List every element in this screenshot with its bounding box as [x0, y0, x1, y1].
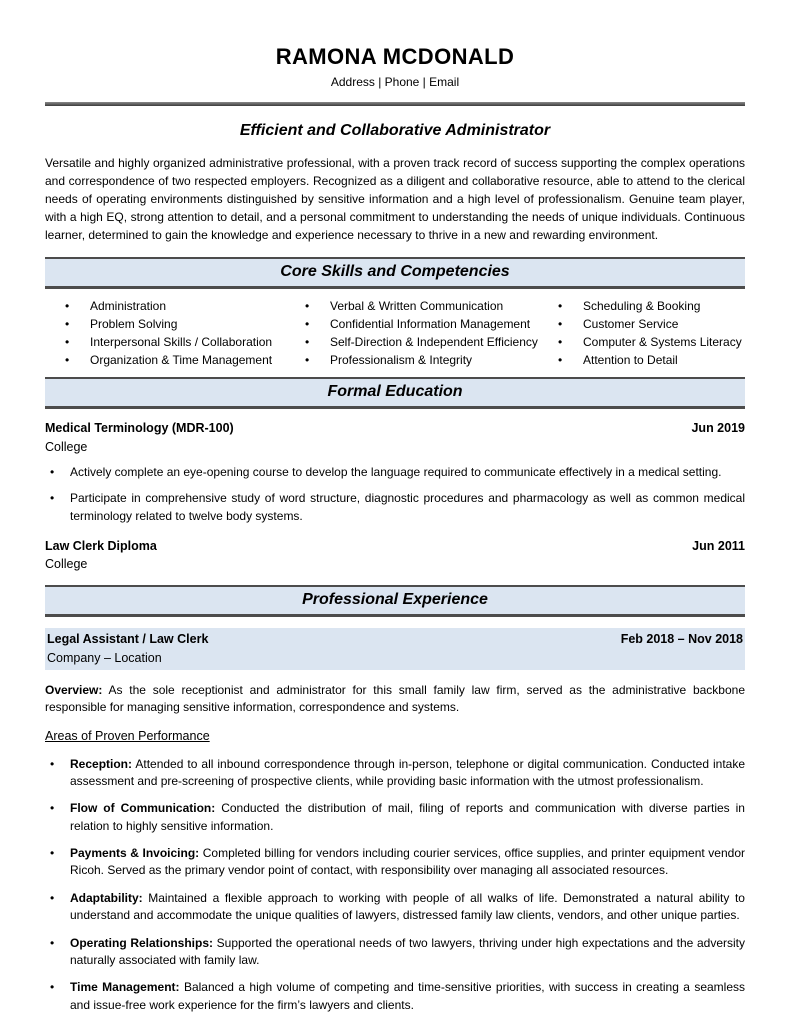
areas-subheading: Areas of Proven Performance	[45, 728, 210, 743]
section-header-experience	[45, 585, 745, 617]
bullet-text: Completed billing for vendors including courier services, office supplies, and printer equipment vendor Ricoh. Served as the primary vendor point of contact, with responsibility over managing all associated resources.	[70, 846, 745, 878]
job-title: Legal Assistant / Law Clerk	[47, 632, 209, 647]
bullet-label: Payments & Invoicing:	[70, 846, 200, 861]
headline-title: Efficient and Collaborative Administrator	[239, 122, 551, 140]
skill-item: • Confidential Information Management	[285, 315, 538, 333]
section-title-experience: Professional Experience	[302, 591, 488, 609]
bullet-label: Time Management:	[70, 980, 180, 995]
overview-text: As the sole receptionist and administrator for this small family law firm, served as the administrative backbone responsible for managing sensitive information, correspondence and systems.	[45, 682, 746, 715]
bullet-text: Balanced a high volume of competing and time-sensitive priorities, with success in creating a seamless and issue-free work experience for the firm’s lawyers and clients.	[70, 980, 746, 1012]
education-bullet-list	[45, 464, 745, 525]
job-header-band	[45, 628, 745, 670]
bullet-text: Supported the operational needs of two lawyers, thriving under high expectations and the adversity naturally associated with family law.	[70, 935, 746, 968]
degree-name: Law Clerk Diploma	[45, 538, 157, 553]
contact-line: Address | Phone | Email	[330, 75, 460, 90]
section-title-education: Formal Education	[327, 383, 463, 401]
education-entry	[45, 538, 745, 573]
degree-name: Medical Terminology (MDR-100)	[45, 421, 234, 436]
education-date: Jun 2019	[691, 421, 745, 436]
job-date-range: Feb 2018 – Nov 2018	[620, 632, 743, 647]
education-date: Jun 2011	[692, 538, 745, 553]
skill-item: • Verbal & Written Communication	[285, 297, 538, 315]
skill-item: • Self-Direction & Independent Efficiency	[285, 333, 538, 351]
bullet-label: Flow of Communication:	[70, 801, 216, 816]
bullet-label: Reception:	[70, 756, 133, 771]
education-entry-header	[45, 538, 745, 554]
summary-paragraph: Versatile and highly organized administrative professional, with a proven track record of success supporting the complex operations and correspondence of two respected employers. Recognized as a diligent and collaborative resource, able to attend to the clerical needs of operating environments distinguished by sensitive information and a high level of professionalism. Genuine team player, with a high EQ, strong attention to detail, and a personal commitment to understanding the needs of unique individuals. Continuous learner, determined to gain the knowledge and experience necessary to thrive in a new and rewarding environment.	[45, 156, 745, 243]
job-overview	[45, 682, 745, 717]
company-location: Company – Location	[47, 650, 162, 665]
section-header-skills	[45, 257, 745, 289]
skill-item: • Computer & Systems Literacy	[538, 333, 745, 351]
experience-bullet	[45, 979, 745, 1014]
skill-item: • Customer Service	[538, 315, 745, 333]
skills-column-1	[45, 297, 285, 369]
education-bullet: • Participate in comprehensive study of word structure, diagnostic procedures and pharmacology as well as common medical terminology related to twelve body systems.	[45, 490, 745, 525]
experience-bullet	[45, 845, 745, 880]
experience-bullet	[45, 890, 745, 925]
skill-item: • Scheduling & Booking	[538, 297, 745, 315]
skill-item: • Professionalism & Integrity	[285, 351, 538, 369]
skill-item: • Interpersonal Skills / Collaboration	[45, 333, 285, 351]
institution-name: College	[45, 439, 88, 454]
skills-column-2	[285, 297, 538, 369]
bullet-text: Conducted the distribution of mail, filing of reports and communication with diverse parties in relation to highly sensitive information.	[70, 801, 745, 833]
education-entry-header	[45, 420, 745, 436]
spacer	[45, 572, 745, 585]
bullet-label: Adaptability:	[70, 890, 143, 905]
experience-bullet	[45, 756, 745, 791]
header-divider	[45, 102, 745, 106]
overview-label: Overview:	[45, 682, 103, 697]
experience-bullet	[45, 800, 745, 835]
skill-item: • Attention to Detail	[538, 351, 745, 369]
section-header-education	[45, 377, 745, 409]
job-entry-header	[47, 631, 743, 647]
experience-bullet-list	[45, 756, 745, 1015]
candidate-name: RAMONA MCDONALD	[275, 44, 515, 69]
skill-item: • Organization & Time Management	[45, 351, 285, 369]
education-entry	[45, 420, 745, 525]
bullet-text: Attended to all inbound correspondence through in-person, telephone or digital communication. Conducted intake assessment and pre-screening of prospective clients, while providing basic information with the utmost professionalism.	[70, 756, 746, 788]
bullet-label: Operating Relationships:	[70, 935, 213, 950]
section-title-skills: Core Skills and Competencies	[280, 263, 510, 281]
bullet-text: Maintained a flexible approach to working with people of all walks of life. Demonstrated a natural ability to understand and accommodate the unique qualities of lawyers, distressed family law clients, vendors, and other unique parties.	[70, 890, 745, 923]
skill-item: • Problem Solving	[45, 315, 285, 333]
skill-item: • Administration	[45, 297, 285, 315]
education-bullet: • Actively complete an eye-opening course to develop the language required to communicate effectively in a medical setting.	[45, 464, 745, 481]
skills-grid	[45, 289, 745, 377]
institution-name: College	[45, 557, 88, 572]
skills-column-3	[538, 297, 745, 369]
experience-bullet	[45, 935, 745, 970]
